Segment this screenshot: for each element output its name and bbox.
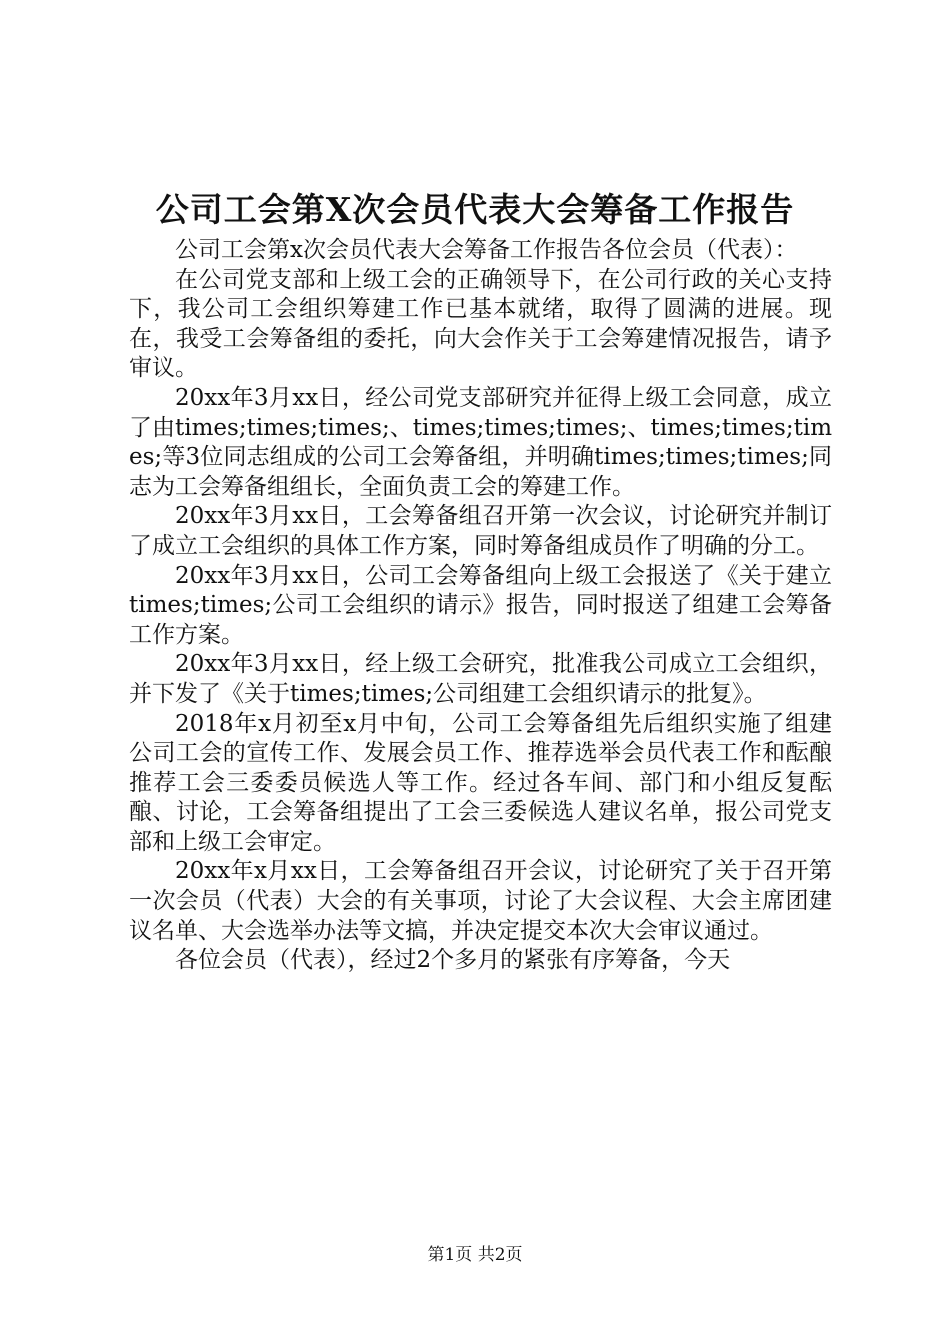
paragraph-2: 在公司党支部和上级工会的正确领导下，在公司行政的关心支持下，我公司工会组织筹建工作已基本就绪，取得了圆满的进展。现在，我受工会筹备组的委托，向大会作关于工会筹建情况报告，请予审议。 [129, 266, 832, 382]
document-body [129, 236, 832, 976]
paragraph-6: 20xx年3月xx日，经上级工会研究，批准我公司成立工会组织，并下发了《关于times;times;公司组建工会组织请示的批复》。 [129, 651, 832, 707]
paragraph-5: 20xx年3月xx日，公司工会筹备组向上级工会报送了《关于建立times;times;公司工会组织的请示》报告，同时报送了组建工会筹备工作方案。 [129, 562, 832, 648]
paragraph-1: 公司工会第x次会员代表大会筹备工作报告各位会员（代表）： [175, 237, 798, 263]
paragraph-7: 2018年x月初至x月中旬，公司工会筹备组先后组织实施了组建公司工会的宣传工作、发展会员工作、推荐选举会员代表工作和酝酿推荐工会三委委员候选人等工作。经过各车间、部门和小组反复酝酿、讨论，工会筹备组提出了工会三委候选人建议名单，报公司党支部和上级工会审定。 [129, 710, 832, 855]
paragraph-4: 20xx年3月xx日，工会筹备组召开第一次会议，讨论研究并制订了成立工会组织的具体工作方案，同时筹备组成员作了明确的分工。 [129, 503, 832, 559]
paragraph-9: 各位会员（代表），经过2个多月的紧张有序筹备，今天 [175, 947, 731, 974]
paragraph-3: 20xx年3月xx日，经公司党支部研究并征得上级工会同意，成立了由times;times;times;、times;times;times;、times;times;times;等3位同志组成的公司工会筹备组，并明确times;times;times;同志为工会筹备组组长，全面负责工会的筹建工作。 [129, 384, 832, 500]
paragraph-8: 20xx年x月xx日，工会筹备组召开会议，讨论研究了关于召开第一次会员（代表）大会的有关事项，讨论了大会议程、大会主席团建议名单、大会选举办法等文搞，并决定提交本次大会审议通过。 [129, 858, 832, 944]
page-number-footer: 第1页 共2页 [427, 1245, 523, 1265]
document-title: 公司工会第X次会员代表大会筹备工作报告 [155, 190, 795, 229]
